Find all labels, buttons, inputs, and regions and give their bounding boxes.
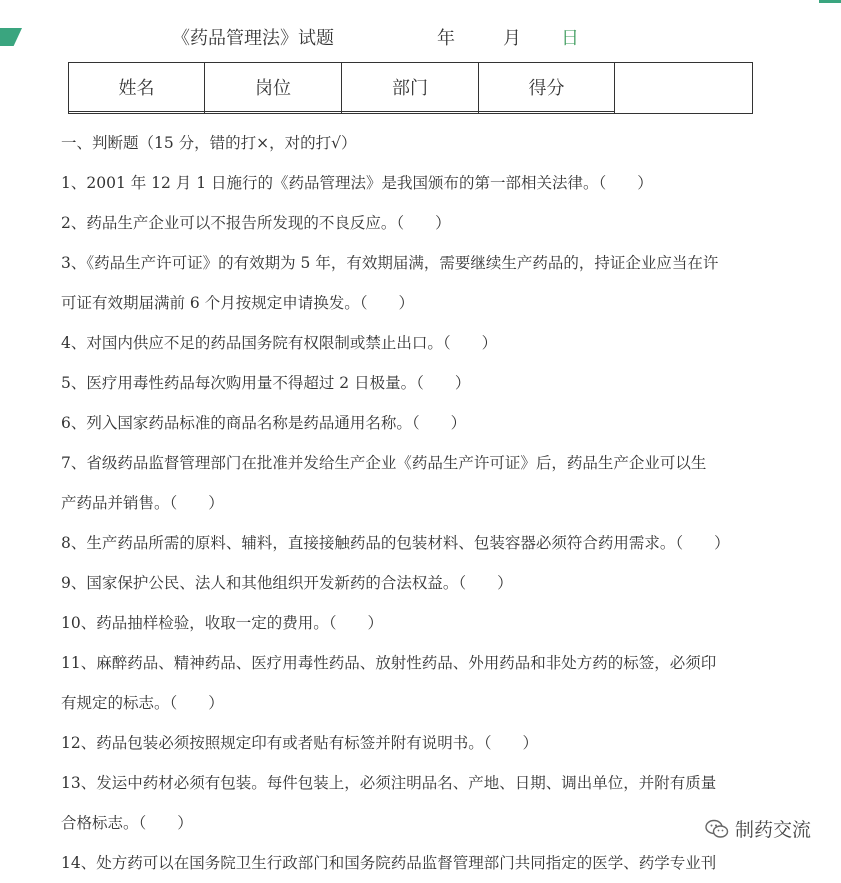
- question-item: 14、处方药可以在国务院卫生行政部门和国务院药品监督管理部门共同指定的医学、药学专业刊: [61, 854, 717, 872]
- question-item: 13、发运中药材必须有包装。每件包装上，必须注明品名、产地、日期、调出单位，并附有质量: [61, 774, 717, 792]
- section-heading: 一、判断题（15 分，错的打×，对的打√）: [61, 134, 357, 152]
- question-item: 9、国家保护公民、法人和其他组织开发新药的合法权益。（ ）: [61, 574, 513, 592]
- question-item: 1、2001 年 12 月 1 日施行的《药品管理法》是我国颁布的第一部相关法律。（ ）: [61, 174, 653, 192]
- question-item: 10、药品抽样检验，收取一定的费用。（ ）: [61, 614, 383, 632]
- corner-accent-bar: [819, 0, 841, 3]
- question-item: 4、对国内供应不足的药品国务院有权限制或禁止出口。（ ）: [61, 334, 498, 352]
- month-label: 月: [503, 28, 521, 49]
- question-item: 3、《药品生产许可证》的有效期为 5 年，有效期届满，需要继续生产药品的，持证企业应当在许: [61, 254, 719, 272]
- name-header: 姓名: [69, 63, 205, 112]
- question-item-continuation: 产药品并销售。（ ）: [61, 494, 224, 512]
- watermark-text: 制药交流: [734, 819, 811, 841]
- question-item: 7、省级药品监督管理部门在批准并发给生产企业《药品生产许可证》后，药品生产企业可以生: [61, 454, 707, 472]
- question-list: [61, 163, 781, 883]
- position-header: 岗位: [205, 63, 342, 112]
- question-item: 11、麻醉药品、精神药品、医疗用毒性药品、放射性药品、外用药品和非处方药的标签，必须印: [61, 654, 717, 672]
- department-header: 部门: [342, 63, 479, 112]
- score-box-cell[interactable]: [615, 63, 753, 114]
- exam-title: 《药品管理法》试题: [172, 28, 334, 49]
- wechat-icon: [705, 819, 729, 839]
- score-header: 得分: [479, 63, 615, 112]
- score-field[interactable]: [479, 112, 615, 114]
- year-label: 年: [437, 28, 455, 49]
- question-item-continuation: 有规定的标志。（ ）: [61, 694, 224, 712]
- question-item: 2、药品生产企业可以不报告所发现的不良反应。（ ）: [61, 214, 451, 232]
- day-label: 日: [561, 28, 579, 49]
- question-item-continuation: 可证有效期届满前 6 个月按规定申请换发。（ ）: [61, 294, 414, 312]
- question-item: 8、生产药品所需的原料、辅料，直接接触药品的包装材料、包装容器必须符合药用需求。（ ）: [61, 534, 730, 552]
- position-field[interactable]: [205, 112, 342, 114]
- exam-content: [61, 123, 781, 883]
- info-table-header-row: [69, 63, 753, 112]
- department-field[interactable]: [342, 112, 479, 114]
- examinee-info-table: [68, 62, 753, 114]
- question-item: 5、医疗用毒性药品每次购用量不得超过 2 日极量。（ ）: [61, 374, 471, 392]
- question-item: 6、列入国家药品标准的商品名称是药品通用名称。（ ）: [61, 414, 467, 432]
- question-item: 12、药品包装必须按照规定印有或者贴有标签并附有说明书。（ ）: [61, 734, 538, 752]
- name-field[interactable]: [69, 112, 205, 114]
- exam-header: [0, 22, 841, 52]
- source-watermark: [701, 813, 815, 844]
- question-item-continuation: 合格标志。（ ）: [61, 814, 193, 832]
